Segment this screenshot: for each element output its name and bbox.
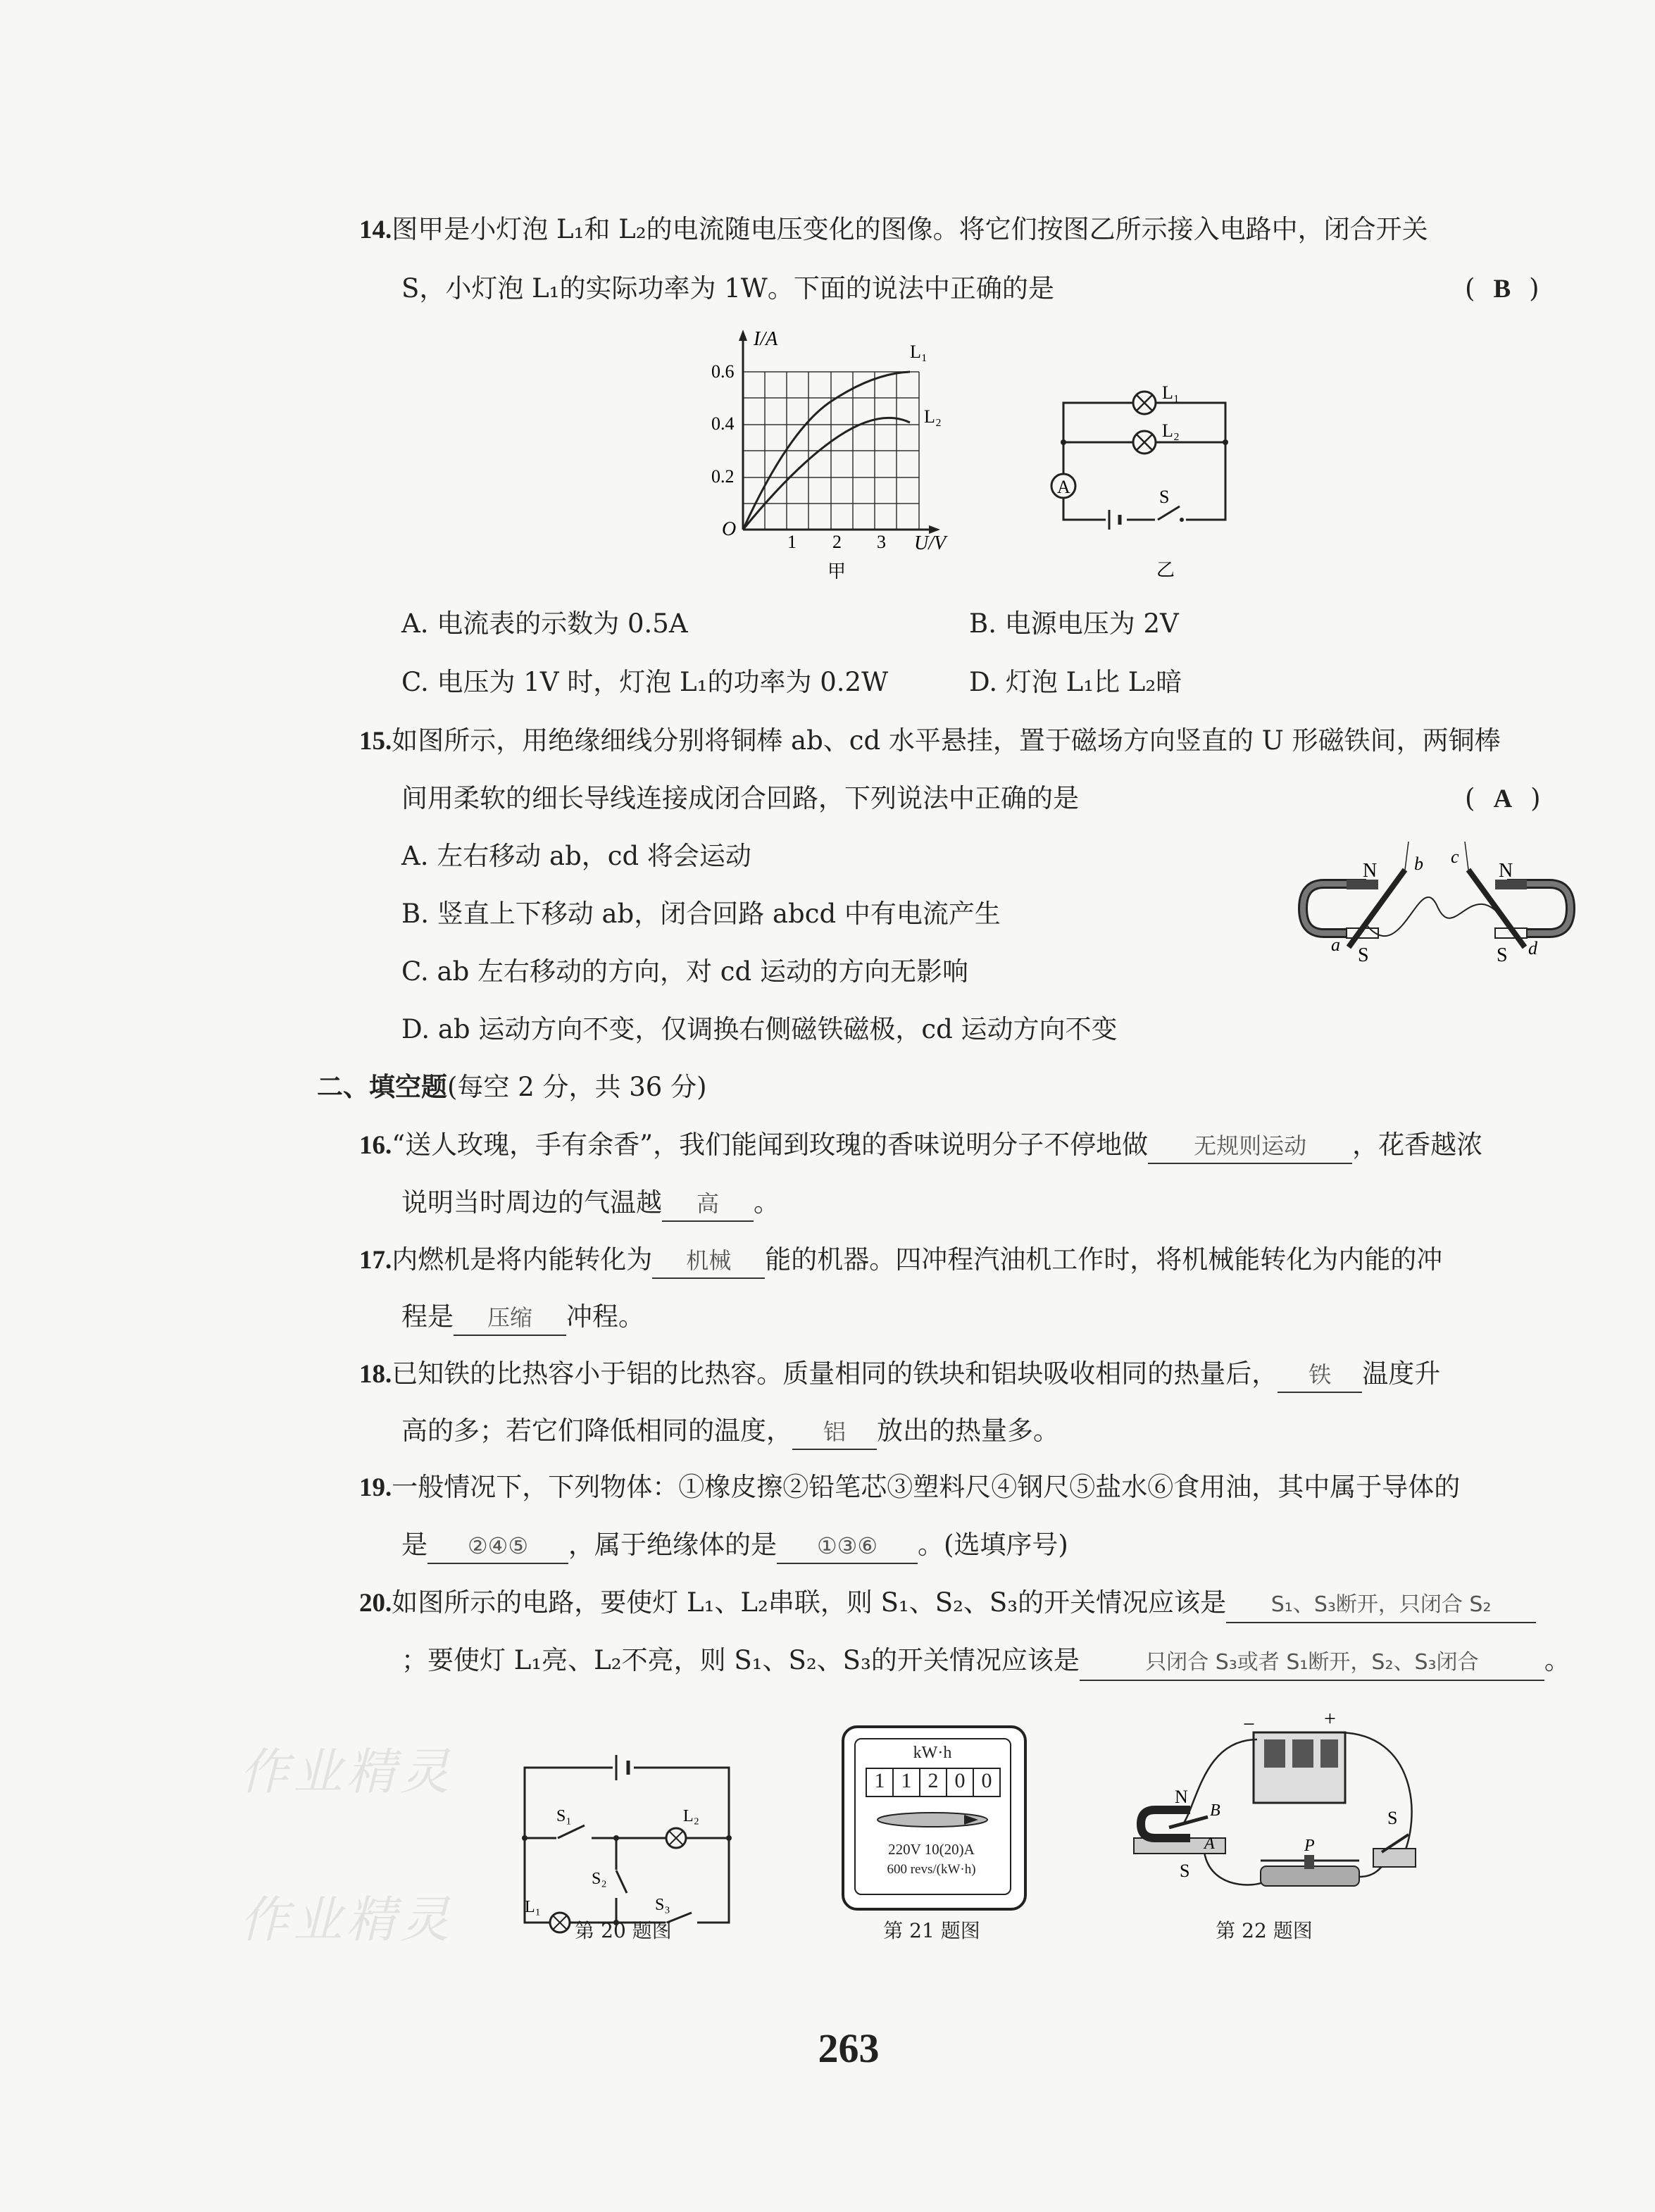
fig22-apparatus [1120,1711,1430,1916]
svg-text:b: b [1414,854,1423,874]
answer-blank: 铝 [792,1415,877,1450]
watermark: 作业精灵 [239,1891,454,1949]
q14-line2: S，小灯泡 L₁的实际功率为 1W。下面的说法中正确的是 [401,273,1054,304]
curve-label: L₁ [910,342,928,362]
svg-text:S₁: S₁ [556,1807,572,1825]
origin-label: O [722,518,737,540]
q15-option-a: A. 左右移动 ab，cd 将会运动 [401,841,751,871]
q19-line2: 是 ②④⑤ ，属于绝缘体的是 ①③⑥ 。(选填序号) [401,1528,1068,1564]
meter-spec: 600 revs/(kW·h) [887,1862,976,1877]
q20-line2: ；要使灯 L₁亮、L₂不亮，则 S₁、S₂、S₃的开关情况应该是 只闭合 S₃或者 S₁断开，S₂、S₃闭合 。 [401,1644,1570,1681]
meter-digits [866,1768,1001,1797]
svg-text:c: c [1451,846,1459,867]
q14-option-b: B. 电源电压为 2V [969,608,1179,639]
question-number: 20. [359,1589,392,1618]
q17-line1: 17.内燃机是将内能转化为 机械 能的机器。四冲程汽油机工作时，将机械能转化为内能的冲 [359,1243,1442,1279]
svg-text:L₁: L₁ [525,1898,542,1916]
q16-line1: 16.“送人玫瑰，手有余香”，我们能闻到玫瑰的香味说明分子不停地做 无规则运动 ，花香越浓 [359,1128,1482,1164]
switch-icon [1373,1849,1416,1867]
svg-text:S₂: S₂ [592,1870,607,1888]
svg-text:+: + [1324,1711,1336,1730]
answer-blank: ①③⑥ [777,1529,918,1564]
svg-text:S: S [1180,1861,1190,1881]
y-tick: 0.4 [711,413,735,434]
svg-text:N: N [1499,860,1513,882]
q20-line1: 20.如图所示的电路，要使灯 L₁、L₂串联，则 S₁、S₂、S₃的开关情况应该是 S₁、S₃断开，只闭合 S₂ [359,1586,1536,1623]
fig21-caption: 第 21 题图 [883,1919,980,1942]
q16-line2: 说明当时周边的气温越 高 。 [401,1186,780,1222]
lamp-icon [1133,392,1156,414]
svg-text:S₃: S₃ [655,1896,670,1914]
meter-disc-icon [873,1806,992,1834]
answer-blank: 高 [662,1187,754,1222]
question-number: 14. [359,215,392,244]
meter-digit: 1 [894,1769,920,1796]
q15-option-c: C. ab 左右移动的方向，对 cd 运动的方向无影响 [401,956,968,987]
figure-caption: 乙 [1156,560,1175,580]
svg-text:A: A [1204,1835,1215,1853]
switch-label: S [1159,487,1170,507]
lamp-icon [1133,431,1156,454]
q18-line1: 18.已知铁的比热容小于铝的比热容。质量相同的铁块和铝块吸收相同的热量后， 铁 温度升 [359,1357,1440,1393]
meter-digit: 1 [867,1769,894,1796]
curve-l2 [743,418,910,530]
q15-line1: 15.如图所示，用绝缘细线分别将铜棒 ab、cd 水平悬挂，置于磁场方向竖直的 U 形磁铁间，两铜棒 [359,725,1501,756]
svg-text:S: S [1497,944,1508,966]
x-tick: 2 [832,532,842,552]
meter-spec: 220V 10(20)A [888,1841,975,1858]
fig20-caption: 第 20 题图 [575,1919,672,1942]
meter-unit: kW·h [913,1744,952,1762]
ammeter-label: A [1057,477,1070,497]
q14-circuit [1035,366,1247,592]
svg-text:L₂: L₂ [683,1807,700,1825]
q18-line2: 高的多；若它们降低相同的温度， 铝 放出的热量多。 [401,1414,1059,1450]
q15-option-d: D. ab 运动方向不变，仅调换右侧磁铁磁极，cd 运动方向不变 [401,1014,1118,1044]
q14-line1: 14.图甲是小灯泡 L₁和 L₂的电流随电压变化的图像。将它们按图乙所示接入电路中，闭合开关 [359,214,1428,244]
y-tick: 0.6 [711,361,735,382]
lamp-label: L₁ [1162,382,1180,403]
q15-line2: 间用柔软的细长导线连接成闭合回路，下列说法中正确的是 [401,783,1079,813]
answer-blank: ②④⑤ [427,1529,568,1564]
q14-option-a: A. 电流表的示数为 0.5A [401,608,688,639]
q19-line1: 19.一般情况下，下列物体：①橡皮擦②铅笔芯③塑料尺④钢尺⑤盐水⑥食用油，其中属于导体的 [359,1472,1461,1502]
page-number: 263 [818,2025,880,2071]
svg-text:a: a [1331,935,1340,955]
svg-text:B: B [1210,1801,1220,1820]
svg-text:S: S [1387,1808,1398,1828]
figure-caption: 甲 [828,561,847,582]
rheostat-icon [1261,1866,1359,1886]
q14-answer: ( B ) [1465,273,1540,304]
question-number: 17. [359,1246,392,1275]
q14-option-c: C. 电压为 1V 时，灯泡 L₁的功率为 0.2W [401,667,889,697]
answer-blank: 压缩 [454,1301,566,1336]
section-heading: 二、填空题(每空 2 分，共 36 分) [317,1072,707,1102]
q14-graph [704,324,1000,592]
x-tick: 1 [787,532,797,552]
meter-digit: 2 [920,1769,947,1796]
svg-text:−: − [1243,1713,1255,1736]
curve-label: L₂ [924,406,942,427]
q17-line2: 程是 压缩 冲程。 [401,1300,644,1336]
answer-blank: 机械 [652,1244,765,1279]
q14-option-d: D. 灯泡 L₁比 L₂暗 [969,667,1182,697]
q15-magnet-figure [1296,842,1578,989]
answer-blank: 只闭合 S₃或者 S₁断开，S₂、S₃闭合 [1080,1646,1544,1681]
answer-blank: 铁 [1278,1358,1362,1393]
svg-text:P: P [1304,1837,1315,1855]
lamp-label: L₂ [1162,420,1180,441]
svg-text:d: d [1528,938,1537,958]
question-number: 19. [359,1473,392,1502]
x-axis-label: U/V [914,532,947,554]
meter-digit: 0 [947,1769,974,1796]
x-tick: 3 [877,532,886,552]
watermark: 作业精灵 [239,1743,454,1801]
svg-text:N: N [1363,860,1378,882]
y-axis-label: I/A [754,328,778,350]
svg-text:S: S [1358,944,1369,966]
y-tick: 0.2 [711,466,735,487]
svg-text:N: N [1175,1787,1188,1807]
question-number: 18. [359,1360,392,1389]
question-number: 16. [359,1131,392,1160]
answer-blank: 无规则运动 [1148,1129,1352,1164]
answer-blank: S₁、S₃断开，只闭合 S₂ [1226,1588,1536,1623]
fig21-meter [842,1725,1027,1911]
q15-answer: ( A ) [1465,783,1541,813]
question-number: 15. [359,727,392,756]
meter-digit: 0 [981,1769,992,1792]
q15-option-b: B. 竖直上下移动 ab，闭合回路 abcd 中有电流产生 [401,899,1001,929]
fig22-caption: 第 22 题图 [1216,1919,1313,1942]
